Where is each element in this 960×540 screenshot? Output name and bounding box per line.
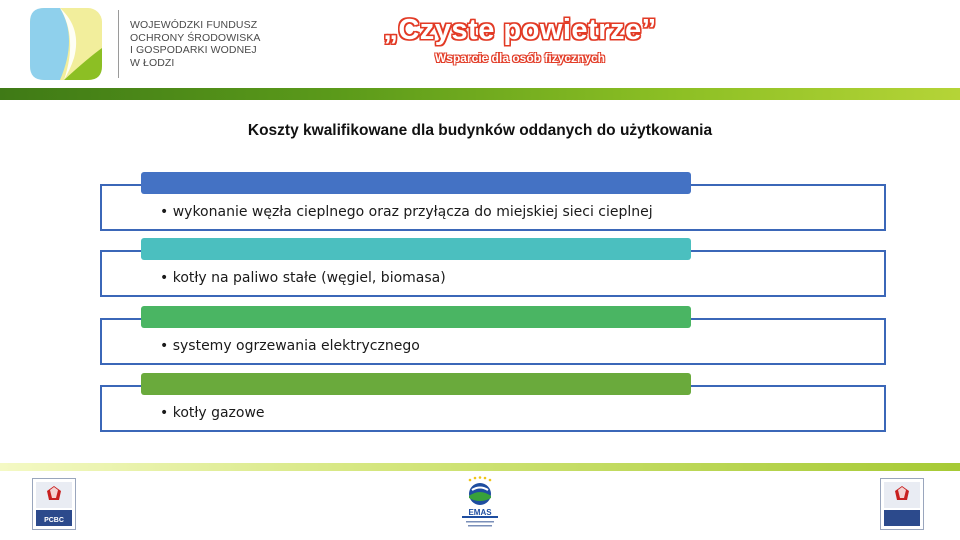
program-subtitle: Wsparcie dla osób fizycznych [434,51,606,65]
item-label: • kotły gazowe [160,405,265,421]
logo-divider [118,10,119,78]
pcbc-label: PCBC [44,517,64,524]
emas-label: EMAS [468,508,492,517]
item-color-bar [141,373,691,395]
item-color-bar [141,238,691,260]
item-color-bar [141,172,691,194]
org-name-line: I GOSPODARKI WODNEJ [130,44,257,57]
program-title: „Czyste powietrze” [383,14,657,46]
item-label: • wykonanie węzła cieplnego oraz przyłącza do miejskiej sieci cieplnej [160,204,653,220]
certificate-badge-right [880,478,924,530]
emas-logo [456,474,504,536]
section-heading: Koszty kwalifikowane dla budynków oddanych do użytkowania [247,122,713,139]
organization-name [130,19,270,69]
org-name-line: OCHRONY ŚRODOWISKA [130,31,261,44]
header-band [0,88,960,100]
wfosigw-logo [30,8,102,80]
item-label: • kotły na paliwo stałe (węgiel, biomasa) [160,270,446,286]
org-name-line: W ŁODZI [130,56,175,69]
org-name-line: WOJEWÓDZKI FUNDUSZ [130,19,258,31]
footer-band [0,463,960,471]
item-label: • systemy ogrzewania elektrycznego [160,338,420,354]
item-color-bar [141,306,691,328]
